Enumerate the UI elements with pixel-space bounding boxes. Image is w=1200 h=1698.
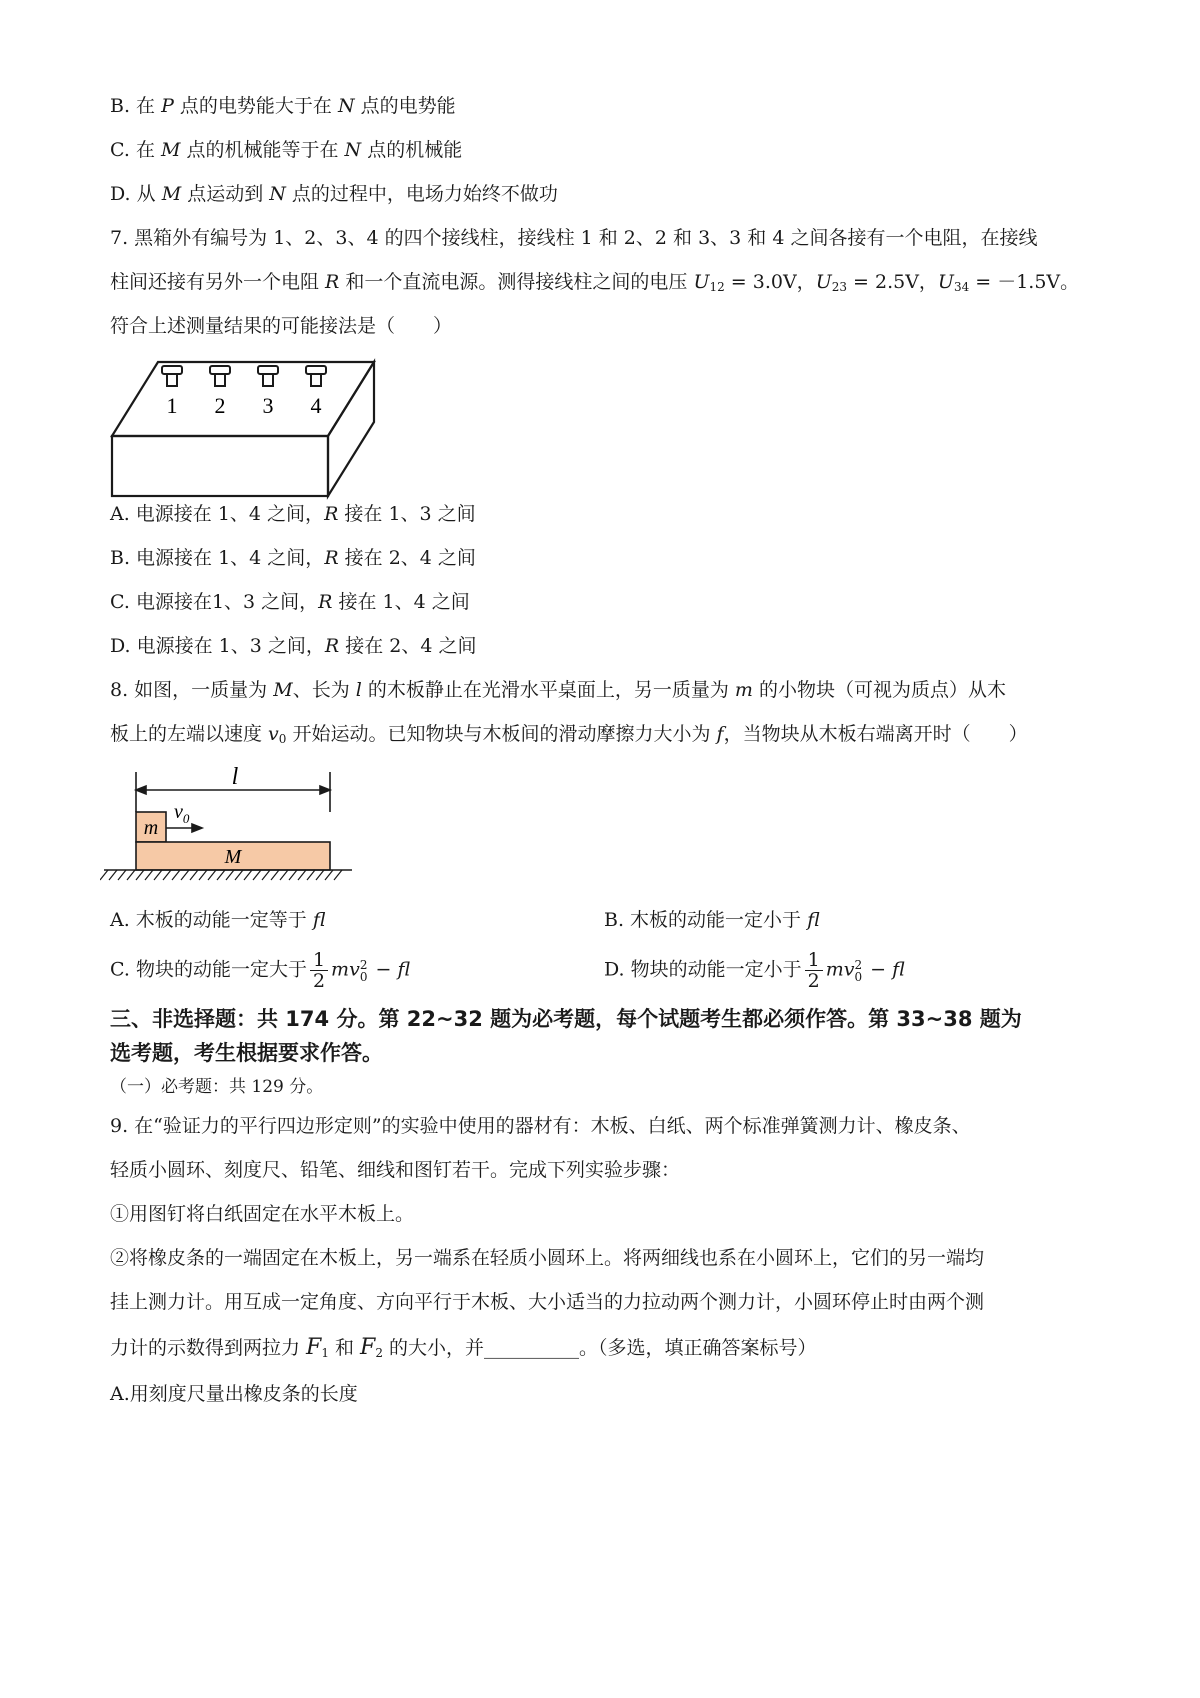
- ground-hatching: [100, 870, 342, 880]
- hatch-line: [208, 870, 216, 880]
- hatch-line: [136, 870, 144, 880]
- hatch-line: [199, 870, 207, 880]
- hatch-line: [217, 870, 225, 880]
- terminal-1-label: 1: [166, 393, 178, 418]
- hatch-line: [325, 870, 333, 880]
- hatch-line: [163, 870, 171, 880]
- section-heading-line1: 三、非选择题：共 174 分。第 22~32 题为必考题，每个试题考生都必须作答。第 33~38 题为: [110, 1007, 1022, 1031]
- terminal-3-label: 3: [262, 393, 274, 418]
- terminal-2: [210, 366, 230, 418]
- q9-step1: ①用图钉将白纸固定在水平木板上。: [110, 1203, 415, 1225]
- board-block-figure: [100, 760, 370, 892]
- box-front-face: [112, 436, 328, 496]
- q8-stem-line1: 8. 如图，一质量为 M、长为 l 的木板静止在光滑水平桌面上，另一质量为 m 的小物块（可视为质点）从木: [110, 679, 1006, 701]
- q9-step2-line2: 挂上测力计。用互成一定角度、方向平行于木板、大小适当的力拉动两个测力计，小圆环停止时由两个测: [110, 1291, 985, 1313]
- section-subheading: （一）必考题：共 129 分。: [110, 1077, 324, 1097]
- hatch-line: [298, 870, 306, 880]
- hatch-line: [271, 870, 279, 880]
- hatch-line: [307, 870, 315, 880]
- velocity-label: $v_0$: [174, 801, 190, 826]
- q7-option-a: A. 电源接在 1、4 之间，R 接在 1、3 之间: [110, 503, 476, 525]
- black-box-figure: [108, 358, 408, 500]
- hatch-line: [262, 870, 270, 880]
- q7-option-c: C. 电源接在1、3 之间，R 接在 1、4 之间: [110, 591, 470, 613]
- q7-option-d: D. 电源接在 1、3 之间，R 接在 2、4 之间: [110, 635, 477, 657]
- hatch-line: [109, 870, 117, 880]
- hatch-line: [334, 870, 342, 880]
- length-label: l: [231, 764, 239, 790]
- hatch-line: [118, 870, 126, 880]
- q9-step2-line3: 力计的示数得到两拉力 $F_1$ 和 $F_2$ 的大小，并__________。（多选，填正确答案标号）: [110, 1335, 817, 1360]
- q9-step2-line1: ②将橡皮条的一端固定在木板上，另一端系在轻质小圆环上。将两细线也系在小圆环上，它们的另一端均: [110, 1247, 985, 1269]
- hatch-line: [244, 870, 252, 880]
- hatch-line: [127, 870, 135, 880]
- hatch-line: [226, 870, 234, 880]
- q8-option-a: A. 木板的动能一定等于 fl: [110, 909, 326, 931]
- answer-blank[interactable]: __________: [484, 1337, 579, 1359]
- q8-option-d: D. 物块的动能一定小于 $\frac{1}{2}$ mv 2 0 − fl: [604, 949, 905, 992]
- q7-stem-line1: 7. 黑箱外有编号为 1、2、3、4 的四个接线柱，接线柱 1 和 2、2 和 3、3 和 4 之间各接有一个电阻，在接线: [110, 227, 1038, 249]
- block-label: m: [143, 817, 159, 839]
- terminal-4: [306, 366, 326, 418]
- q7-option-b: B. 电源接在 1、4 之间，R 接在 2、4 之间: [110, 547, 476, 569]
- section-heading-line2: 选考题，考生根据要求作答。: [110, 1041, 383, 1065]
- terminal-2-label: 2: [214, 393, 226, 418]
- hatch-line: [172, 870, 180, 880]
- terminal-4-label: 4: [310, 393, 322, 418]
- terminal-1: [162, 366, 182, 418]
- box-side-face: [328, 362, 374, 496]
- hatch-line: [289, 870, 297, 880]
- board-label: M: [224, 846, 242, 868]
- hatch-line: [145, 870, 153, 880]
- terminal-3: [258, 366, 278, 418]
- hatch-line: [100, 870, 108, 880]
- q9-stem-line1: 9. 在“验证力的平行四边形定则”的实验中使用的器材有：木板、白纸、两个标准弹簧测力计、橡皮条、: [110, 1115, 971, 1137]
- q8-stem-line2: 板上的左端以速度 $v_0$ 开始运动。已知物块与木板间的滑动摩擦力大小为 f，当物块从木板右端离开时（ ）: [110, 723, 1028, 746]
- fraction-one-half: $\frac{1}{2}$: [310, 950, 328, 991]
- q8-option-c: C. 物块的动能一定大于 $\frac{1}{2}$ mv 2 0 − fl: [110, 949, 411, 992]
- q6-option-b: B. 在 P 点的电势能大于在 N 点的电势能: [110, 95, 456, 117]
- q7-stem-line2: 柱间还接有另外一个电阻 R 和一个直流电源。测得接线柱之间的电压 $U_{12} = 3.0V$，$U_{23} = 2.5V$，$U_{34} = -1.5V$。: [110, 271, 1080, 294]
- hatch-line: [190, 870, 198, 880]
- hatch-line: [280, 870, 288, 880]
- q6-option-d: D. 从 M 点运动到 N 点的过程中，电场力始终不做功: [110, 183, 558, 205]
- q6-option-c: C. 在 M 点的机械能等于在 N 点的机械能: [110, 139, 463, 161]
- hatch-line: [154, 870, 162, 880]
- fraction-one-half: $\frac{1}{2}$: [805, 950, 823, 991]
- q7-stem-line3: 符合上述测量结果的可能接法是（ ）: [110, 315, 453, 337]
- hatch-line: [181, 870, 189, 880]
- hatch-line: [235, 870, 243, 880]
- q9-option-a: A.用刻度尺量出橡皮条的长度: [110, 1383, 358, 1405]
- q9-stem-line2: 轻质小圆环、刻度尺、铅笔、细线和图钉若干。完成下列实验步骤：: [110, 1159, 681, 1181]
- q8-option-b: B. 木板的动能一定小于 fl: [604, 909, 820, 931]
- hatch-line: [253, 870, 261, 880]
- hatch-line: [316, 870, 324, 880]
